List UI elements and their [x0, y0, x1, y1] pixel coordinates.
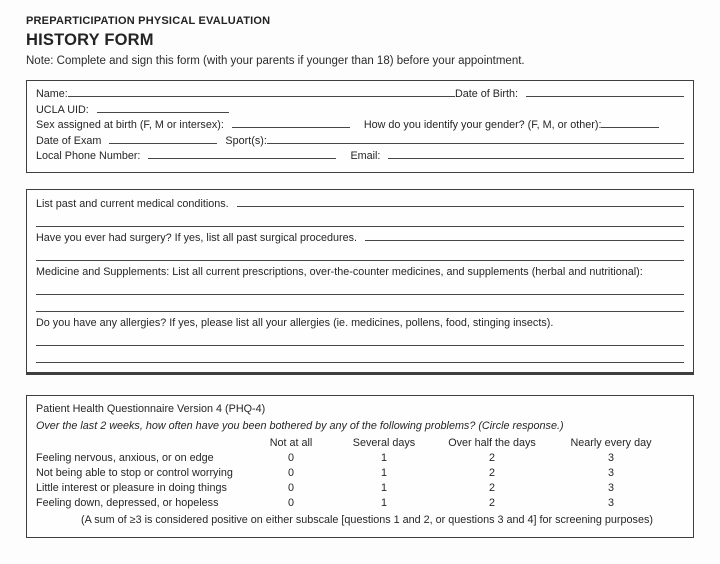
email-label: Email:: [350, 150, 381, 162]
phq4-score-option-q4-3[interactable]: 3: [607, 497, 614, 510]
medications-input-line-1[interactable]: [36, 281, 684, 295]
email-input-line[interactable]: [388, 158, 684, 159]
phq4-title: Patient Health Questionnaire Version 4 (PHQ-4): [36, 402, 266, 415]
name-label: Name:: [36, 88, 68, 100]
conditions-input-line-2[interactable]: [36, 213, 684, 227]
dob-input-line[interactable]: [526, 96, 684, 97]
dob-label: Date of Birth:: [454, 88, 518, 100]
phq4-column-header-over-half: Over half the days: [448, 436, 536, 449]
name-row: [36, 87, 684, 103]
page-title: HISTORY FORM: [26, 31, 154, 49]
phq4-question-4: Feeling down, depressed, or hopeless: [36, 497, 219, 510]
uid-input-line[interactable]: [97, 112, 229, 113]
phq4-score-option-q4-1[interactable]: 1: [380, 497, 387, 510]
sex-at-birth-label: Sex assigned at birth (F, M or intersex):: [36, 119, 224, 131]
phq4-score-option-q3-2[interactable]: 2: [488, 482, 495, 495]
conditions-row: [36, 196, 684, 213]
phq4-header-spacer: [36, 436, 260, 451]
medications-label: Medicine and Supplements: List all current prescriptions, over-the-counter medicines, and supplements (herbal and nutritional):: [36, 265, 643, 278]
phq4-question-1: Feeling nervous, anxious, or on edge: [36, 451, 214, 464]
phq4-table: [36, 436, 684, 512]
exam-date-label: Date of Exam: [36, 134, 102, 147]
phq4-score-option-q3-1[interactable]: 1: [380, 482, 387, 495]
exam-date-input-line[interactable]: [109, 143, 217, 144]
phq4-score-option-q1-2[interactable]: 2: [488, 451, 495, 464]
phq4-score-option-q2-2[interactable]: 2: [488, 466, 495, 479]
phq4-score-option-q2-1[interactable]: 1: [380, 466, 387, 479]
phone-input-line[interactable]: [148, 158, 336, 159]
allergies-input-line-1[interactable]: [36, 332, 684, 346]
conditions-label: List past and current medical conditions.: [36, 197, 229, 210]
gender-identity-label: How do you identify your gender? (F, M, or other):: [363, 119, 602, 131]
surgery-input-line-1[interactable]: [365, 240, 684, 241]
phq4-score-option-q4-0[interactable]: 0: [287, 497, 294, 510]
phq4-instruction: Over the last 2 weeks, how often have you been bothered by any of the following problems? (Circle response.): [36, 419, 564, 432]
phq4-question-2: Not being able to stop or control worrying: [36, 466, 233, 479]
phq4-score-option-q3-0[interactable]: 0: [287, 482, 294, 495]
phone-email-row: [36, 149, 684, 165]
phq4-column-header-not-at-all: Not at all: [269, 436, 313, 449]
medical-history-section: [26, 189, 694, 375]
sports-input-line[interactable]: [267, 143, 684, 144]
uid-label: UCLA UID:: [36, 103, 89, 116]
phq4-section: [26, 395, 694, 538]
gender-identity-input-line[interactable]: [601, 127, 659, 128]
name-input-line[interactable]: [68, 96, 455, 97]
phq4-question-3: Little interest or pleasure in doing things: [36, 482, 227, 495]
form-note: Note: Complete and sign this form (with your parents if younger than 18) before your appointment.: [26, 55, 525, 67]
uid-row: [36, 103, 684, 119]
phq4-column-header-nearly-every-day: Nearly every day: [570, 436, 652, 449]
phq4-score-option-q1-1[interactable]: 1: [380, 451, 387, 464]
phone-label: Local Phone Number:: [36, 150, 141, 162]
phq4-column-header-several-days: Several days: [352, 436, 416, 449]
demographics-section: [26, 80, 694, 173]
phq4-score-option-q1-0[interactable]: 0: [287, 451, 294, 464]
phq4-score-option-q2-0[interactable]: 0: [287, 466, 294, 479]
surgery-input-line-2[interactable]: [36, 247, 684, 261]
allergies-label: Do you have any allergies? If yes, please list all your allergies (ie. medicines, pollens, food, stinging insects).: [36, 316, 554, 329]
exam-sport-row: [36, 134, 684, 150]
allergies-input-line-2[interactable]: [36, 349, 684, 363]
sex-at-birth-input-line[interactable]: [232, 127, 350, 128]
sports-label: Sport(s):: [225, 134, 267, 147]
phq4-score-option-q3-3[interactable]: 3: [607, 482, 614, 495]
phq4-score-option-q1-3[interactable]: 3: [607, 451, 614, 464]
surgery-row: [36, 230, 684, 247]
conditions-input-line-1[interactable]: [237, 206, 684, 207]
phq4-score-option-q4-2[interactable]: 2: [488, 497, 495, 510]
form-eyebrow: PREPARTICIPATION PHYSICAL EVALUATION: [26, 15, 271, 27]
surgery-label: Have you ever had surgery? If yes, list all past surgical procedures.: [36, 231, 358, 244]
medications-input-line-2[interactable]: [36, 298, 684, 312]
phq4-footnote: (A sum of ≥3 is considered positive on either subscale [questions 1 and 2, or questions 3 and 4] for screening purposes): [81, 513, 653, 526]
phq4-score-option-q2-3[interactable]: 3: [607, 466, 614, 479]
medications-row: [36, 264, 684, 281]
sex-gender-row: [36, 118, 684, 134]
allergies-row: [36, 315, 684, 332]
